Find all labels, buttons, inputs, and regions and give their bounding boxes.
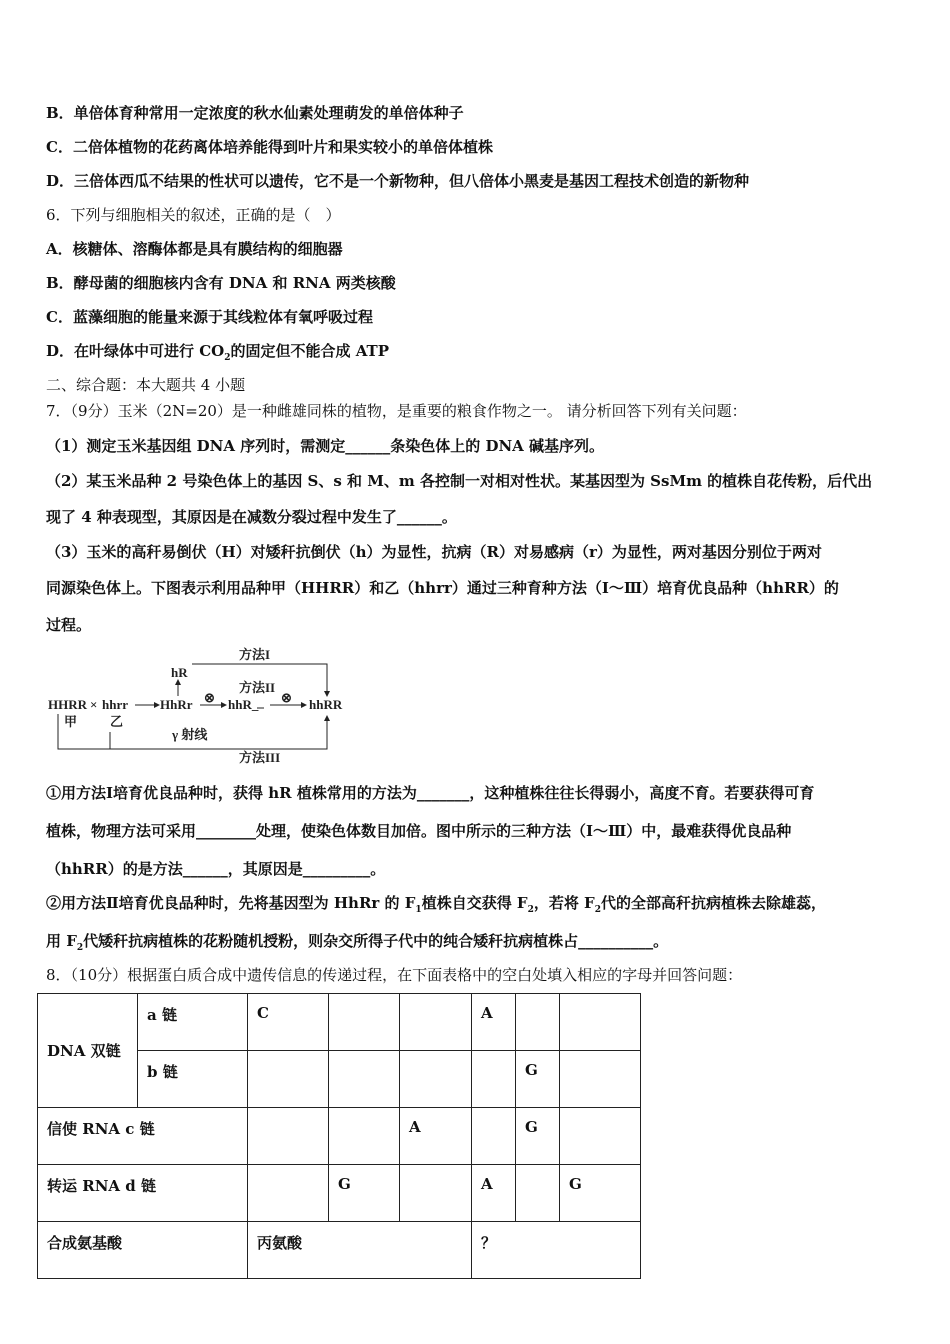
gamma-ray-label: γ 射线 — [172, 727, 208, 742]
parent-2: hhrr — [102, 697, 128, 712]
q7-part-3: （3）玉米的高秆易倒伏（H）对矮秆抗倒伏（h）为显性，抗病（R）对易感病（r）为显性，两对基因分别位于两对 — [46, 543, 822, 561]
dna-label: DNA 双链 — [38, 994, 138, 1108]
cell — [472, 1108, 516, 1165]
subscript: 1 — [415, 905, 422, 915]
cell — [248, 1051, 329, 1108]
cell: A — [472, 994, 516, 1051]
cell — [329, 1108, 400, 1165]
option-b: B．单倍体育种常用一定浓度的秋水仙素处理萌发的单倍体种子 — [46, 104, 464, 122]
q6-option-d — [46, 340, 389, 363]
subscript: 2 — [594, 905, 601, 915]
question-8: 8．（10分）根据蛋白质合成中遗传信息的传递过程，在下面表格中的空白处填入相应的字母并回答问题： — [46, 966, 743, 984]
q7-part-3-end: 过程。 — [46, 616, 92, 634]
hr-label: hR — [171, 665, 188, 680]
text: D．在叶绿体中可进行 CO — [46, 342, 225, 360]
subscript: 2 — [224, 353, 231, 363]
genetic-info-table — [37, 993, 641, 1279]
cell: ？ — [472, 1222, 641, 1279]
selfing-icon: ⊗ — [204, 690, 215, 705]
text: 代的全部高秆抗病植株去除雄蕊， — [600, 894, 826, 912]
sub-question-2 — [46, 892, 826, 915]
cell — [329, 994, 400, 1051]
question-7: 7．（9分）玉米（2N=20）是一种雌雄同株的植物，是重要的粮食作物之一。 请分析回答下列有关问题： — [46, 402, 747, 420]
text: 的固定但不能合成 ATP — [230, 342, 389, 360]
trna-label: 转运 RNA d 链 — [38, 1165, 248, 1222]
yi-label: 乙 — [110, 714, 124, 729]
method-2-label: 方法II — [239, 680, 276, 695]
subscript: 2 — [527, 905, 534, 915]
cell: G — [516, 1108, 560, 1165]
mrna-label: 信使 RNA c 链 — [38, 1108, 248, 1165]
selfing-icon: ⊗ — [281, 690, 292, 705]
f1-label: HhRr — [160, 697, 193, 712]
cell — [560, 1108, 641, 1165]
question-6: 6．下列与细胞相关的叙述，正确的是（ ） — [46, 206, 341, 224]
section-heading: 二、综合题：本大题共 4 小题 — [46, 376, 246, 394]
sub-question-1-cont: 植株，物理方法可采用________处理，使染色体数目加倍。图中所示的三种方法（Ⅰ～Ⅲ）中，最难获得优良品种 — [46, 822, 792, 840]
cell: C — [248, 994, 329, 1051]
b-chain-label: b 链 — [138, 1051, 248, 1108]
cell — [329, 1051, 400, 1108]
q6-option-a: A．核糖体、溶酶体都是具有膜结构的细胞器 — [46, 240, 343, 258]
cell: 丙氨酸 — [248, 1222, 472, 1279]
text: 植株自交获得 F — [421, 894, 528, 912]
cell: G — [329, 1165, 400, 1222]
q7-part-2: （2）某玉米品种 2 号染色体上的基因 S、s 和 M、m 各控制一对相对性状。某基因型为 SsMm 的植株自花传粉，后代出 — [46, 472, 873, 490]
cell: A — [472, 1165, 516, 1222]
q7-part-1: （1）测定玉米基因组 DNA 序列时，需测定______条染色体上的 DNA 碱基序列。 — [46, 437, 605, 455]
result-label: hhRR — [309, 697, 343, 712]
cell — [516, 994, 560, 1051]
sub-question-1-end: （hhRR）的是方法______，其原因是_________。 — [46, 860, 386, 878]
cell: G — [560, 1165, 641, 1222]
cell: A — [400, 1108, 472, 1165]
q7-part-3-cont: 同源染色体上。下图表示利用品种甲（HHRR）和乙（hhrr）通过三种育种方法（Ⅰ～Ⅲ）培育优良品种（hhRR）的 — [46, 579, 839, 597]
q7-part-2-cont: 现了 4 种表现型，其原因是在减数分裂过程中发生了______。 — [46, 508, 457, 526]
breeding-diagram — [44, 644, 354, 768]
q6-option-c: C．蓝藻细胞的能量来源于其线粒体有氧呼吸过程 — [46, 308, 373, 326]
q6-option-b: B．酵母菌的细胞核内含有 DNA 和 RNA 两类核酸 — [46, 274, 396, 292]
parent-1: HHRR — [48, 697, 87, 712]
jia-label: 甲 — [64, 714, 78, 729]
text: ②用方法Ⅱ培育优良品种时，先将基因型为 HhRr 的 F — [46, 894, 416, 912]
cell — [560, 994, 641, 1051]
cell — [400, 994, 472, 1051]
method-3-label: 方法III — [239, 750, 281, 765]
text: ，若将 F — [533, 894, 595, 912]
cell: G — [516, 1051, 560, 1108]
sub-question-1: ①用方法Ⅰ培育优良品种时，获得 hR 植株常用的方法为_______，这种植株往往长得弱小，高度不育。若要获得可育 — [46, 784, 815, 802]
cell — [400, 1051, 472, 1108]
cell — [472, 1051, 516, 1108]
subscript: 2 — [76, 943, 84, 953]
cross-symbol: × — [90, 697, 98, 712]
option-c: C．二倍体植物的花药离体培养能得到叶片和果实较小的单倍体植株 — [46, 138, 493, 156]
cell — [248, 1165, 329, 1222]
hhr-label: hhR_ — [228, 697, 259, 712]
cell — [560, 1051, 641, 1108]
sub-question-2-cont — [46, 930, 668, 953]
cell — [248, 1108, 329, 1165]
amino-acid-label: 合成氨基酸 — [38, 1222, 248, 1279]
text: 代矮秆抗病植株的花粉随机授粉，则杂交所得子代中的纯合矮秆抗病植株占__________。 — [83, 932, 669, 950]
a-chain-label: a 链 — [138, 994, 248, 1051]
text: 用 F — [46, 932, 77, 950]
method-1-label: 方法I — [239, 647, 271, 662]
cell — [400, 1165, 472, 1222]
option-d: D．三倍体西瓜不结果的性状可以遗传，它不是一个新物种，但八倍体小黑麦是基因工程技术创造的新物种 — [46, 172, 750, 190]
cell — [516, 1165, 560, 1222]
